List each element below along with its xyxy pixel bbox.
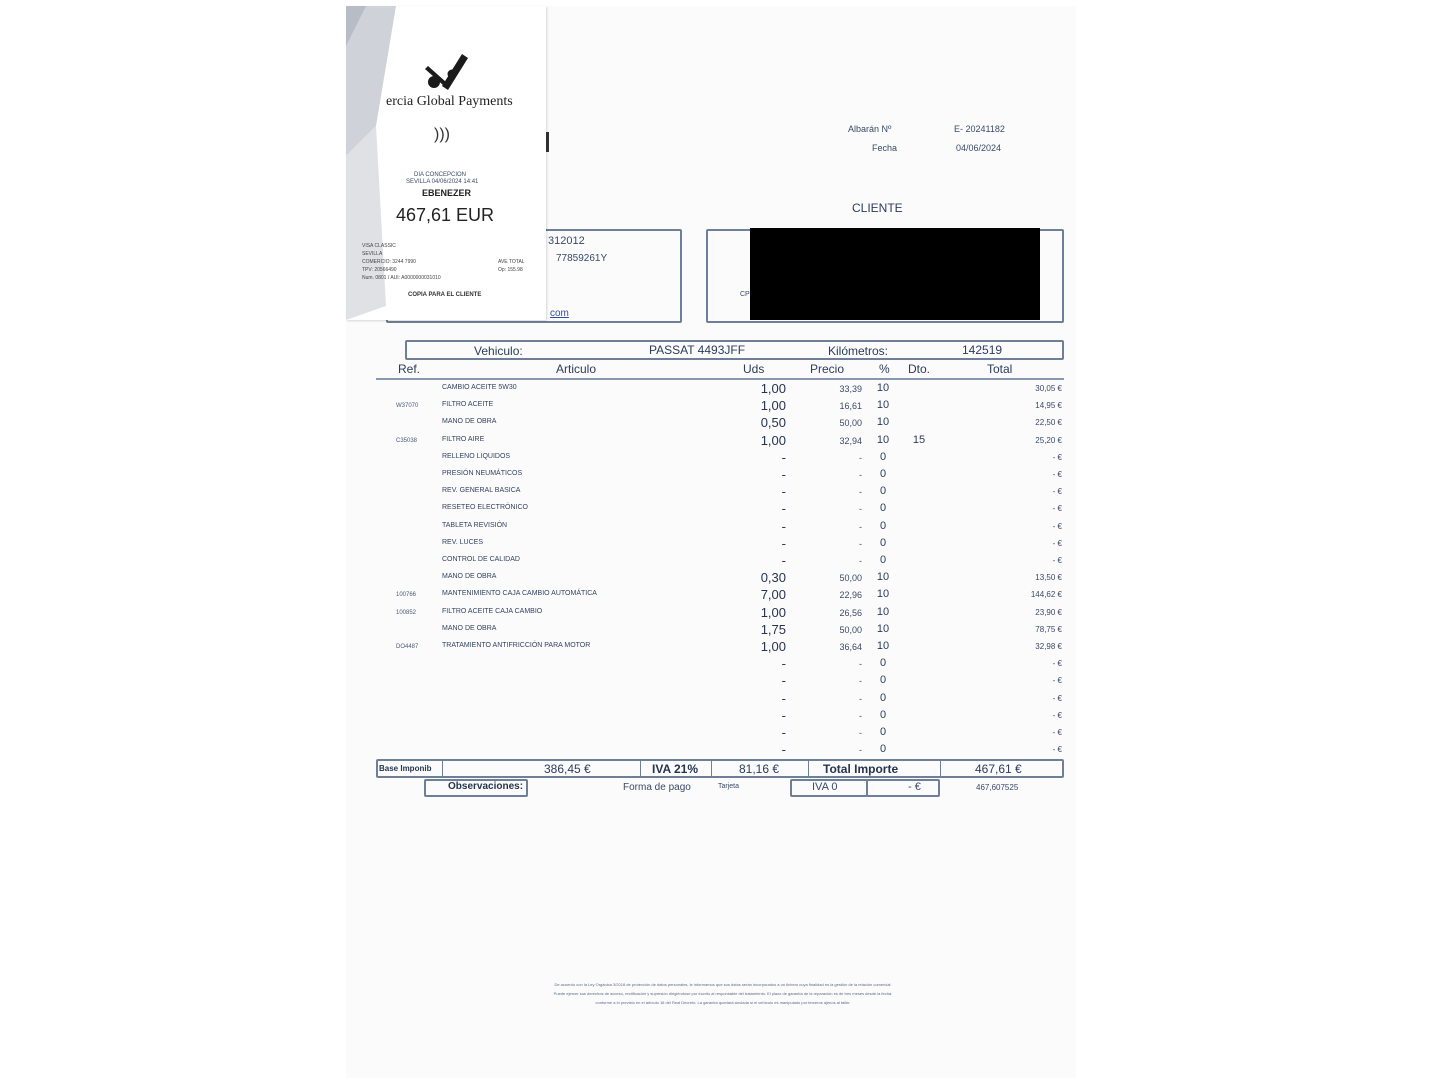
cell-total: - € (1052, 693, 1062, 703)
receipt-right-line: AVE TOTAL (498, 259, 525, 265)
cell-precio: - (859, 728, 862, 738)
cell-pct: 0 (879, 657, 887, 670)
cell-ref: DO4487 (396, 644, 419, 650)
iva0-value-box (866, 779, 940, 797)
cell-precio: 50,00 (839, 624, 862, 635)
cell-ref: 100766 (396, 592, 417, 599)
cell-dto: 15 (912, 433, 926, 446)
iva0-value: - € (908, 781, 921, 793)
cell-total: - € (1052, 470, 1062, 479)
vehicle-label: Vehiculo: (474, 344, 523, 358)
albaran-number: E- 20241182 (954, 124, 1005, 134)
cell-uds: 1,00 (760, 604, 786, 620)
table-row (376, 691, 1076, 708)
cell-pct: 0 (879, 450, 887, 463)
fecha-value: 04/06/2024 (956, 143, 1002, 153)
table-row (376, 501, 1076, 518)
col-total: Total (987, 362, 1013, 376)
company-phone: 77859261Y (556, 253, 608, 264)
cell-pct: 10 (876, 605, 890, 618)
cell-pct: 0 (879, 468, 887, 480)
legal-footer (380, 980, 1066, 1007)
receipt-detail-line: SEVILLA (362, 251, 383, 257)
cell-total: - € (1052, 659, 1062, 669)
km-value: 142519 (962, 343, 1003, 357)
cell-uds: - (781, 553, 786, 568)
cell-pct: 10 (876, 399, 890, 412)
iva-label: IVA 21% (652, 762, 699, 776)
legal-line: Puede ejercer sus derechos de acceso, rectificación y supresión dirigiéndose por escrito al responsable del tratamiento. El plazo de garantía de la reparación es de tres meses desde la fecha. (553, 991, 893, 996)
cell-precio: 26,56 (839, 607, 862, 618)
cell-precio: 36,64 (839, 642, 862, 652)
cell-total: - € (1052, 504, 1062, 514)
cell-pct: 10 (876, 588, 890, 601)
cell-uds: - (781, 449, 786, 465)
col-ref: Ref. (398, 362, 421, 376)
cell-total: 13,50 € (1035, 573, 1062, 583)
cell-pct: 0 (879, 554, 887, 566)
cell-precio: - (859, 470, 862, 480)
iva0-label: IVA 0 (812, 781, 838, 793)
legal-line: conforme a lo previsto en el artículo 16 del Real Decreto. La garantía quedará anulada si el vehículo es manipulado por terceros ajenos al taller. (595, 1000, 851, 1005)
cell-precio: - (859, 659, 862, 670)
cell-uds: 7,00 (760, 587, 786, 603)
cell-articulo: TABLETA REVISIÓN (442, 521, 508, 529)
cell-articulo: MANTENIMIENTO CAJA CAMBIO AUTOMÁTICA (442, 590, 597, 598)
cell-articulo: TRATAMIENTO ANTIFRICCIÓN PARA MOTOR (442, 642, 591, 649)
cell-uds: - (781, 690, 786, 706)
cell-precio: - (859, 693, 862, 704)
cell-articulo: RESETEO ELECTRÓNICO (442, 504, 528, 512)
table-row (376, 656, 1076, 673)
cell-total: - € (1052, 710, 1062, 720)
cell-articulo: CAMBIO ACEITE 5W30 (442, 384, 517, 391)
cell-total: - € (1052, 452, 1062, 462)
cell-articulo: MANO DE OBRA (442, 418, 497, 426)
table-row (376, 570, 1076, 587)
vehicle-value: PASSAT 4493JFF (649, 343, 746, 357)
totals-divider (640, 760, 641, 777)
receipt-brand: ercia Global Payments (386, 94, 513, 109)
cell-precio: - (859, 538, 862, 549)
observaciones-label: Observaciones: (448, 781, 524, 792)
table-row (376, 536, 1076, 553)
redacted-client-data (750, 228, 1040, 320)
cell-uds: - (781, 673, 786, 689)
table-row (376, 708, 1076, 725)
cell-uds: 1,00 (760, 432, 786, 448)
cell-total: - € (1052, 521, 1062, 531)
cell-total: 144,62 € (1030, 590, 1062, 600)
iva-value: 81,16 € (739, 762, 780, 776)
cell-pct: 0 (879, 743, 887, 756)
cell-articulo: MANO DE OBRA (442, 624, 497, 632)
cell-uds: 1,00 (760, 381, 786, 396)
cell-precio: - (859, 745, 862, 756)
col-pct: % (879, 362, 890, 376)
line-items-table (376, 381, 1076, 761)
table-row (376, 381, 1076, 398)
totals-bar (376, 759, 1064, 778)
cell-total: - € (1052, 728, 1062, 737)
cell-articulo: REV. GENERAL BASICA (442, 487, 521, 495)
totals-divider (442, 760, 443, 777)
cell-total: - € (1052, 745, 1062, 755)
client-cp-label: CP (740, 291, 750, 298)
cell-uds: - (781, 656, 786, 672)
company-email: com (550, 308, 569, 319)
table-row (376, 467, 1076, 484)
cell-total: 22,50 € (1035, 418, 1062, 428)
receipt-merchant-name: EBENEZER (422, 188, 472, 198)
cell-precio: 33,39 (839, 384, 862, 394)
receipt-detail-line: TPV: 20566490 (362, 267, 397, 273)
table-row (376, 605, 1076, 622)
cell-uds: 0,30 (760, 570, 786, 586)
table-row (376, 415, 1076, 432)
legal-line: De acuerdo con la Ley Orgánica 3/2018 de protección de datos personales, le informamos que sus datos serán incorporados a un fichero cuya finalidad es la gestión de la relación comercial. (554, 982, 892, 987)
cell-pct: 0 (879, 485, 887, 498)
table-row (376, 725, 1076, 742)
total-label: Total Importe (823, 762, 899, 776)
table-row (376, 622, 1076, 639)
forma-pago-value: Tarjeta (718, 783, 740, 790)
receipt-right-details (498, 258, 525, 274)
cell-uds: - (781, 467, 786, 482)
cell-precio: 22,96 (839, 590, 862, 601)
cell-ref: W37070 (396, 403, 419, 410)
cell-pct: 10 (876, 433, 890, 446)
cell-total: 30,05 € (1035, 384, 1062, 393)
cell-ref: 100852 (396, 609, 417, 616)
company-id: 312012 (548, 235, 585, 247)
contactless-icon: ))) (434, 126, 450, 143)
cell-pct: 0 (879, 674, 887, 687)
cell-articulo: CONTROL DE CALIDAD (442, 556, 520, 563)
receipt-details (362, 242, 441, 282)
cell-precio: - (859, 504, 862, 515)
cell-total: 25,20 € (1035, 435, 1062, 445)
cell-total: 14,95 € (1035, 401, 1062, 411)
cell-pct: 10 (876, 571, 890, 584)
cell-uds: 1,75 (760, 621, 786, 637)
cell-precio: - (859, 521, 862, 532)
cell-uds: - (781, 518, 786, 534)
cell-articulo: MANO DE OBRA (442, 573, 497, 581)
cliente-label: CLIENTE (852, 201, 903, 215)
cell-pct: 10 (876, 622, 890, 635)
base-label: Base Imponib (379, 764, 432, 773)
cell-pct: 10 (876, 416, 890, 429)
table-row (376, 433, 1076, 450)
table-row (376, 519, 1076, 536)
receipt-footer: COPIA PARA EL CLIENTE (408, 292, 482, 298)
cell-articulo: FILTRO ACEITE CAJA CAMBIO (442, 607, 543, 615)
receipt-detail-line: Num. 0801 / AUI: A0000000031010 (362, 275, 441, 281)
col-uds: Uds (743, 362, 765, 376)
caixabank-star-logo (424, 52, 470, 94)
table-row (376, 673, 1076, 690)
cell-precio: - (859, 556, 862, 566)
table-row (376, 398, 1076, 415)
cell-articulo: FILTRO AIRE (442, 435, 485, 443)
cell-total: 32,98 € (1035, 642, 1062, 651)
cell-pct: 0 (879, 708, 887, 721)
albaran-label: Albarán Nº (848, 124, 892, 134)
col-dto: Dto. (908, 362, 931, 376)
col-articulo: Articulo (556, 362, 597, 376)
col-precio: Precio (810, 362, 845, 376)
cell-total: - € (1052, 538, 1062, 548)
logo-fragment (546, 132, 549, 152)
cell-precio: 50,00 (839, 418, 862, 429)
receipt-merchant-line1: DIA CONCEPCION (414, 172, 467, 178)
cell-precio: 50,00 (839, 573, 862, 584)
cell-total: - € (1052, 487, 1062, 497)
cell-uds: - (781, 725, 786, 740)
total-value: 467,61 € (975, 762, 1022, 776)
cell-pct: 0 (879, 691, 887, 704)
receipt-detail-line: VISA CLASSIC (362, 243, 396, 249)
cell-uds: - (781, 535, 786, 551)
cell-uds: - (781, 742, 786, 758)
cell-uds: 1,00 (760, 639, 786, 654)
cell-precio: - (859, 487, 862, 498)
cell-total: 78,75 € (1035, 624, 1062, 634)
cell-pct: 0 (879, 536, 887, 549)
raw-total: 467,607525 (976, 783, 1019, 792)
totals-divider (808, 760, 809, 777)
cell-articulo: RELLENO LIQUIDOS (442, 452, 511, 460)
table-row (376, 553, 1076, 570)
cell-uds: - (781, 707, 786, 723)
cell-pct: 10 (876, 382, 890, 394)
cell-precio: 32,94 (839, 435, 862, 446)
cell-ref: C35038 (396, 437, 418, 444)
card-payment-receipt (346, 6, 546, 320)
cell-uds: - (781, 501, 786, 517)
table-row (376, 484, 1076, 501)
cell-pct: 10 (876, 640, 890, 652)
cell-pct: 0 (879, 726, 887, 738)
cell-precio: 16,61 (839, 401, 862, 412)
cell-total: 23,90 € (1035, 607, 1062, 617)
cell-precio: - (859, 452, 862, 463)
cell-precio: - (859, 676, 862, 687)
base-value: 386,45 € (544, 762, 591, 776)
cell-total: - € (1052, 556, 1062, 565)
cell-articulo: PRESIÓN NEUMÁTICOS (442, 470, 523, 477)
cell-precio: - (859, 710, 862, 721)
fecha-label: Fecha (872, 143, 898, 153)
cell-uds: - (781, 484, 786, 500)
receipt-detail-line: COMERCIO: 3244 7990 (362, 259, 416, 265)
header-rule (376, 378, 1064, 380)
cell-pct: 0 (879, 502, 887, 515)
receipt-amount: 467,61 EUR (396, 205, 495, 225)
cell-uds: 1,00 (760, 398, 786, 414)
cell-articulo: REV. LUCES (442, 538, 483, 546)
receipt-right-line: Op: 155.98 (498, 267, 523, 273)
totals-divider (711, 760, 712, 777)
receipt-merchant-line2: SEVILLA 04/06/2024 14:41 (406, 179, 479, 185)
cell-pct: 0 (879, 519, 887, 532)
cell-uds: 0,50 (760, 415, 786, 431)
table-row (376, 587, 1076, 604)
km-label: Kilómetros: (828, 344, 889, 358)
cell-total: - € (1052, 676, 1062, 686)
totals-divider (940, 760, 941, 777)
table-row (376, 742, 1076, 759)
forma-pago-label: Forma de pago (623, 782, 691, 793)
cell-articulo: FILTRO ACEITE (442, 401, 494, 409)
table-row (376, 639, 1076, 656)
table-row (376, 450, 1076, 467)
